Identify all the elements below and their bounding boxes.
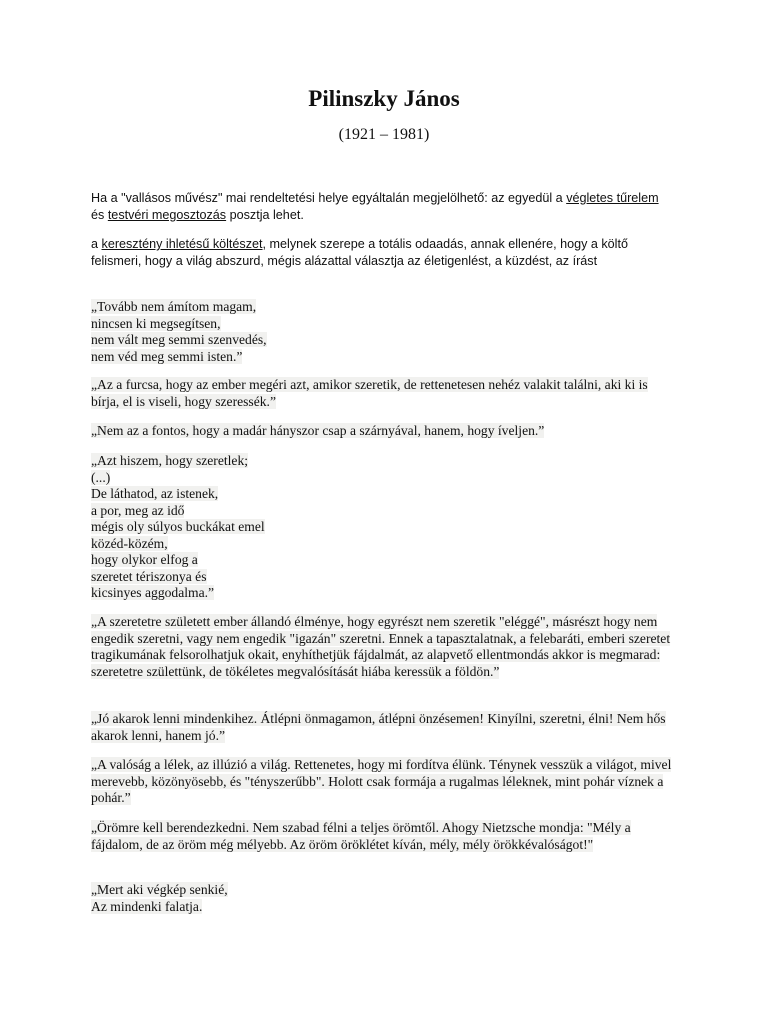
poem2-line: De láthatod, az istenek, bbox=[91, 486, 219, 501]
intro1-text-c: posztja lehet. bbox=[226, 207, 304, 222]
quote-poem-3 bbox=[91, 882, 673, 915]
poem2-line: közéd-közém, bbox=[91, 535, 168, 551]
poem1-line: nincsen ki megsegítsen, bbox=[91, 315, 221, 331]
quote-7-text: „A valóság a lélek, az illúzió a világ. Rettenetes, hogy mi fordítva élünk. Ténynek vesszük a világot, mivel merevebb, közönyösebb, és "tényszerűbb". Holott csak formája a rugalmas léleknek, mint pohár víznek a pohár.” bbox=[91, 757, 672, 805]
quote-7 bbox=[91, 757, 673, 807]
poem3-line: Az mindenki falatja. bbox=[91, 898, 203, 914]
poem1-line: nem vált meg semmi szenvedés, bbox=[91, 332, 267, 347]
quote-3-text: „Nem az a fontos, hogy a madár hányszor csap a szárnyával, hanem, hogy íveljen.” bbox=[91, 423, 545, 438]
poem2-line: hogy olykor elfog a bbox=[91, 552, 198, 567]
intro1-text-a: Ha a "vallásos művész" mai rendeltetési helye egyáltalán megjelölhető: az egyedül a bbox=[91, 191, 567, 205]
quote-6 bbox=[91, 711, 673, 744]
link-vegletes-turelem[interactable]: végletes tűrelem bbox=[566, 191, 659, 205]
quote-5-text: „A szeretetre született ember állandó élménye, hogy egyrészt nem szeretik "eléggé", másrészt hogy nem engedik szeretni, vagy nem engedik "igazán" szeretni. Ennek a tapasztalatnak, a felebaráti, emberi szeretet tragikumának felsorolhatjuk okait, enyhíthetjük fájdalmát, az alapvető ellentmondás akkor is megmarad: szeretetre születtünk, de tökéletes megvalósítását hiába keressük a földön.” bbox=[91, 614, 671, 679]
quote-8-text: „Örömre kell berendezkedni. Nem szabad félni a teljes örömtől. Ahogy Nietzsche mondja: "Mély a fájdalom, de az öröm még mélyebb. Az öröm öröklétet kíván, mély, mély örökkévalóságot!" bbox=[91, 820, 631, 852]
life-dates: (1921 – 1981) bbox=[338, 126, 430, 143]
intro2-text-b: , melynek szerepe a totális odaadás, annak ellenére, hogy a költő felismeri, hogy a világ abszurd, mégis alázattal választja az életigenlést, a küzdést, az írást bbox=[91, 237, 628, 268]
quote-poem-2 bbox=[91, 453, 673, 602]
poem3-line: „Mert aki végkép senkié, bbox=[91, 882, 228, 897]
quote-8 bbox=[91, 820, 673, 853]
intro1-text-b: és bbox=[91, 207, 108, 222]
quote-2-text: „Az a furcsa, hogy az ember megéri azt, amikor szeretik, de rettenetesen nehéz valakit találni, aki ki is bírja, el is viseli, hogy szeressék.” bbox=[91, 377, 648, 409]
link-testveri-megosztozas[interactable]: testvéri megosztozás bbox=[107, 207, 227, 222]
poem2-line: (...) bbox=[91, 469, 111, 485]
poem1-line: „Tovább nem ámítom magam, bbox=[91, 299, 257, 314]
quote-5 bbox=[91, 614, 673, 680]
intro-paragraph-2 bbox=[91, 236, 673, 269]
intro-paragraph-1 bbox=[91, 190, 673, 223]
link-kereszteny-ihletesu-kolteszet[interactable]: keresztény ihletésű költészet bbox=[101, 237, 263, 251]
poem2-line: „Azt hiszem, hogy szeretlek; bbox=[91, 453, 249, 468]
poem2-line: szeretet tériszonya és bbox=[91, 568, 207, 584]
poem2-line: kicsinyes aggodalma.” bbox=[91, 585, 215, 600]
quote-2 bbox=[91, 377, 673, 410]
quote-3 bbox=[91, 423, 673, 440]
poem1-line: nem véd meg semmi isten.” bbox=[91, 348, 243, 364]
poem2-line: mégis oly súlyos buckákat emel bbox=[91, 519, 265, 534]
quote-6-text: „Jó akarok lenni mindenkihez. Átlépni önmagamon, átlépni önzésemen! Kinyílni, szeretni, élni! Nem hős akarok lenni, hanem jó.” bbox=[91, 711, 666, 743]
page-title: Pilinszky János bbox=[308, 86, 460, 111]
poem2-line: a por, meg az idő bbox=[91, 502, 185, 518]
quote-poem-1 bbox=[91, 299, 673, 365]
intro2-text-a: a bbox=[91, 237, 102, 251]
